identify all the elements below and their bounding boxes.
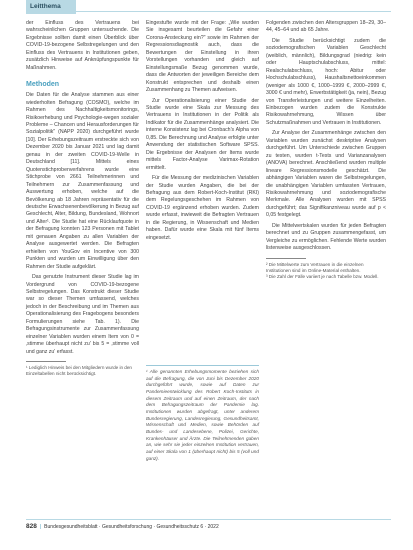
footer-separator: |	[39, 524, 42, 530]
column-3	[266, 20, 386, 280]
header-rule	[76, 11, 391, 12]
section-header	[26, 0, 391, 14]
footer-rule	[26, 519, 391, 520]
paragraph: Für die Messung der medizinischen Variablen der Studie wurden Angaben, die bei der Befragung aus dem Robert-Koch-Institut (RKI) dem Regelungsgeschehen im Rahmen von COVID-19 ergänzend erhoben wurden. Zudem wurde erfasst, inwieweit die Befragten Vertrauen in die Regierung, in Wissenschaft und Medien haben. Dafür wurde eine Skala mit fünf Items eingesetzt.	[146, 175, 259, 241]
journal-name: Bundesgesundheitsblatt · Gesundheitsforschung · Gesundheitsschutz 6 · 2022	[44, 524, 219, 530]
paragraph: Zur Analyse der Zusammenhänge zwischen den Variablen wurden zunächst deskriptive Analysen durchgeführt. Um Unterschiede zwischen Gruppen zu testen, wurden t-Tests und Varianzanalysen (ANOVA) berechnet. Anschließend wurden multiple lineare Regressionsmodelle geschätzt. Die abhängigen Variablen waren die Selbstregelungen, die unabhängigen Variablen umfassten Vertrauen, Risikowahrnehmung und soziodemografische Merkmale. Alle Analysen wurden mit SPSS durchgeführt; das Signifikanzniveau wurde auf p < 0,05 festgelegt.	[266, 130, 386, 219]
footnote-rule	[26, 361, 66, 362]
paragraph: Eingestufte wurde mit der Frage: „Wie wurden Sie insgesamt beurteilen die Gefahr einer Corona-Ansteckung ein?" sowie im Rahmen der Regressionsdiagnostik auch, dass die Bewertungen der Einstellung in ihren Vorstellungen vorhanden und gleich auf Einstellungsmaße Bezug genommen wurde, dass die Antworten der jeweiligen Bereiche dem Konstrukt entsprechen und deshalb einen Zusammenhang zu Themen aufweisen.	[146, 20, 259, 94]
footnote: ¹ Lediglich Hinweis bei den Mitgliedern wurde in den Einzeltabellen nicht berücksichtigt.	[26, 365, 132, 377]
info-box	[146, 365, 259, 462]
footnote-rule	[266, 258, 306, 259]
page-number: 828	[26, 523, 37, 530]
paragraph: Die Mittelwertskalen wurden für jeden Befragten berechnet und zu Gruppen zusammengefasst, um Vergleiche zu ermöglichen. Fehlende Werte wurden listenweise ausgeschlossen.	[266, 222, 386, 252]
paragraph: Das genutzte Instrument dieser Studie lag im Vordergrund von COVID-19-bezogene Selbstregelungen. Das Konstrukt dieser Studie war so dieser Themen umfassend, welches jedoch in der Beschreibung und im Themen aus Operationalisierung des Fragebogens besonders Formulierungen siehe Tab. 1). Die Befragungsinstrumente zur Zusammenfassung einzelner Variablen wurden einem Item von 0 = ‚stimme überhaupt nicht zu' bis 5 = ‚stimme voll und ganz zu' erfasst.	[26, 274, 139, 355]
paragraph: Folgenden zwischen den Altersgruppen 18–29, 30–44, 45–64 und ab 65 Jahre.	[266, 20, 386, 34]
page-footer	[26, 521, 391, 533]
paragraph: der Einfluss des Vertrauens bei wahrscheinlichen Gruppen untersuchende. Die Ergebnisse sollten damit einen Überblick über COVID-19-bezogene Selbstregelungen und den Einfluss des Vertrauens in Institutionen geben, zusätzlich Hinweise auf Anknüpfungspunkte für Maßnahmen.	[26, 20, 139, 71]
section-tag: Leitthema	[26, 0, 76, 14]
column-1	[26, 20, 139, 377]
info-box-text: ¹ Alle genannten Erhebungsmomente beziehen sich auf die Befragung, die von Juni bis Dezember 2020 durchgeführt wurde, sowie auf Daten zur Pandemieentwicklung des Robert Koch-Instituts in diesem Zeitraum und auf einen Zeitraum, der nach dem Befragungszeitraum der Pandemie lag. Institutionen wurden abgefragt, unter anderem Bundesregierung, Landesregierung, Gesundheitsamt, Wissenschaft und Medien, sowie Behörden auf Bundes- und Landesebene, Polizei, Gerichte, Krankenhäuser und Ärzte. Die Teilnehmenden gaben an, wie sehr sie jeder einzelnen Institution vertrauen, auf einer Skala von 1 (überhaupt nicht) bis 5 (voll und ganz).	[146, 369, 259, 461]
column-2	[146, 20, 259, 245]
paragraph: Zur Operationalisierung einer Studie der Studie wurde eine Skala zur Messung des Vertrauens in Institutionen in der Politik als Indikator für die Zusammenhänge analysiert. Die interne Konsistenz lag bei Cronbach's Alpha von 0,85. Die Berechnung und Analyse erfolgte unter Anwendung der statistischen Software SPSS. Die Ergebnisse der Analysen der Items wurde mittels Factor-Analyse Varimax-Rotation ermittelt.	[146, 97, 259, 171]
footnote: ² Die Mittelwerte zum Vertrauen in die einzelnen Institutionen sind im Online-Material enthalten. ³ Die Zahl der Fälle variiert je nach Tabelle bzw. Modell.	[266, 261, 379, 279]
section-heading-methods: Methoden	[26, 81, 60, 89]
paragraph: Die Studie berücksichtigt zudem die soziodemografischen Variablen Geschlecht (weiblich, männlich), Bildungsgrad (niedrig: kein oder Hauptschulabschluss, mittel: Realschulabschluss, hoch: Abitur oder Hochschulabschluss), Haushaltsnettoeinkommen (weniger als 1000 €, 1000–1999 €, 2000–2999 €, 3000 € und mehr), Erwerbstätigkeit (ja, nein), Bezug von Transferleistungen und weitere Einzelheiten. Einbezogen wurden zudem die Konstrukte Risikowahrnehmung, Wissen über Schutzmaßnahmen und Vertrauen in Institutionen.	[266, 37, 386, 126]
paragraph: Die Daten für die Analyse stammen aus einer wiederholten Befragung (COSMO), welche im Rahmen des Nachhaltigkeitsmonitorings, Risikoerhebung und Psychologie-wegen sozialer Probleme – Chancen und Herausforderungen für Sozialpolitik" (NAPP 2020) durchgeführt wurde [10]. Der Erhebungszeitraum erstreckte sich von Dezember 2020 bis Januar 2021 und lag damit genau in der zweiten COVID-19-Welle in Deutschland [11]. Mittels eines Quotenstichprobenverfahrens wurde eine Stichprobe von 2661 Teilnehmerinnen und Teilnehmern zur Zusammenfassung und Auswertung erhoben, welche auf die Bevölkerung ab 18 Jahren repräsentativ für die deutsche Erwachsenenbevölkerung in Bezug auf Geschlecht, Alter, Bildung, Bundesland, Wohnort und Alter¹. Die Studie hat eine Rücklaufquote in der Befragung konnten 123 Personen mit Tablet mit genauen Angaben zu allen Variablen der Analyse ausgewertet werden. Die Befragten erhielten von YouGov ein Incentive von 300 Punkten und wurden um Einwilligung über den Rahmen der Studie aufgeklärt.	[26, 92, 139, 270]
